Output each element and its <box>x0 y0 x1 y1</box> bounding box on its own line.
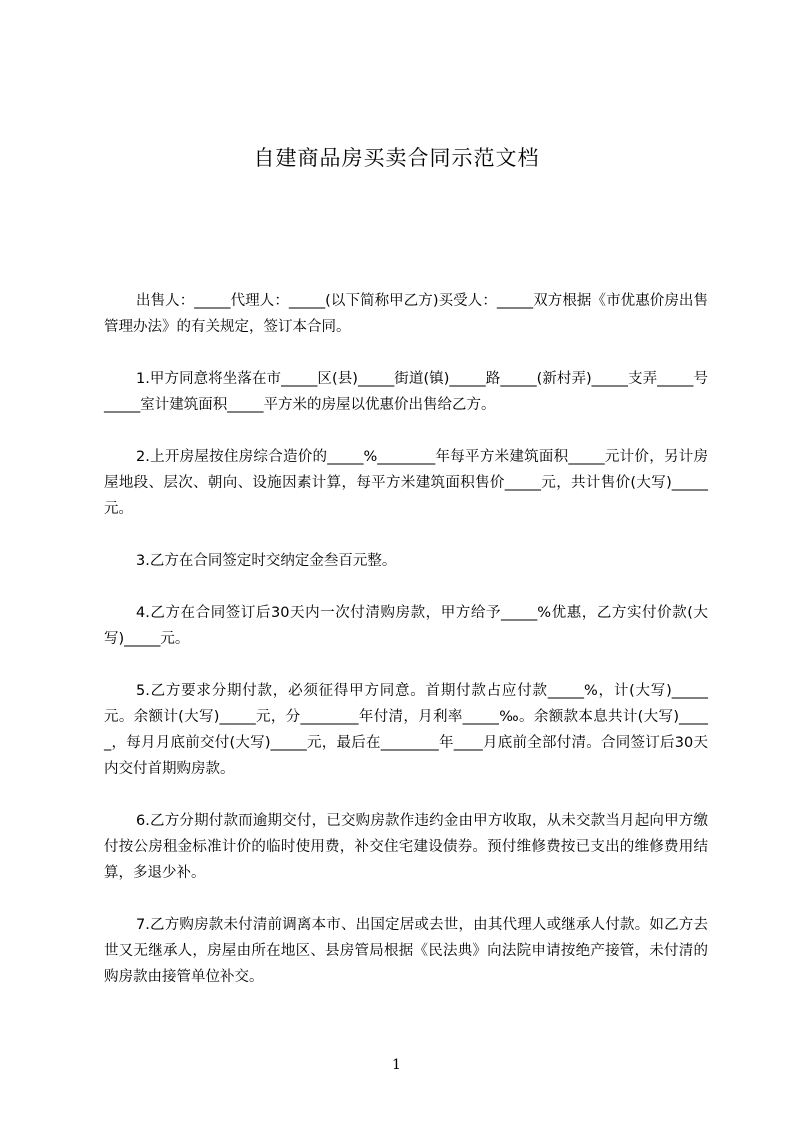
document-title: 自建商品房买卖合同示范文档 <box>253 146 540 170</box>
paragraph-clause-4: 4.乙方在合同签订后30天内一次付清购房款，甲方给予_____%优惠，乙方实付价款(大写)_____元。 <box>104 605 708 647</box>
paragraph-clause-7: 7.乙方购房款未付清前调离本市、出国定居或去世，由其代理人或继承人付款。如乙方去世又无继承人，房屋由所在地区、县房管局根据《民法典》向法院申请按绝产接管，未付清的购房款由接管单位补交。 <box>104 917 708 985</box>
paragraph-parties: 出售人：_____代理人：_____(以下简称甲乙方)买受人：_____双方根据《市优惠价房出售管理办法》的有关规定，签订本合同。 <box>104 293 708 335</box>
paragraph-clause-2: 2.上开房屋按住房综合造价的_____%________年每平方米建筑面积_____元计价，另计房屋地段、层次、朝向、设施因素计算，每平方米建筑面积售价_____元，共计售价(大写)_____元。 <box>104 449 708 517</box>
paragraph-clause-5: 5.乙方要求分期付款，必须征得甲方同意。首期付款占应付款_____%，计(大写)_____元。余额计(大写)_____元，分________年付清，月利率_____‰。余额款本息共计(大写)_____，每月月底前交付(大写)_____元，最后在________年____月底前全部付清。合同签订后30天内交付首期购房款。 <box>104 683 708 777</box>
paragraph-clause-1: 1.甲方同意将坐落在市_____区(县)_____街道(镇)_____路_____(新村弄)_____支弄_____号_____室计建筑面积_____平方米的房屋以优惠价出售给乙方。 <box>104 371 708 413</box>
paragraph-clause-3: 3.乙方在合同签定时交纳定金叁百元整。 <box>136 553 397 569</box>
contract-body <box>104 288 708 990</box>
page-number: 1 <box>392 1057 401 1073</box>
paragraph-clause-6: 6.乙方分期付款而逾期交付，已交购房款作违约金由甲方收取，从未交款当月起向甲方缴付按公房租金标准计价的临时使用费，补交住宅建设债券。预付维修费按已支出的维修费用结算，多退少补。 <box>104 813 708 881</box>
